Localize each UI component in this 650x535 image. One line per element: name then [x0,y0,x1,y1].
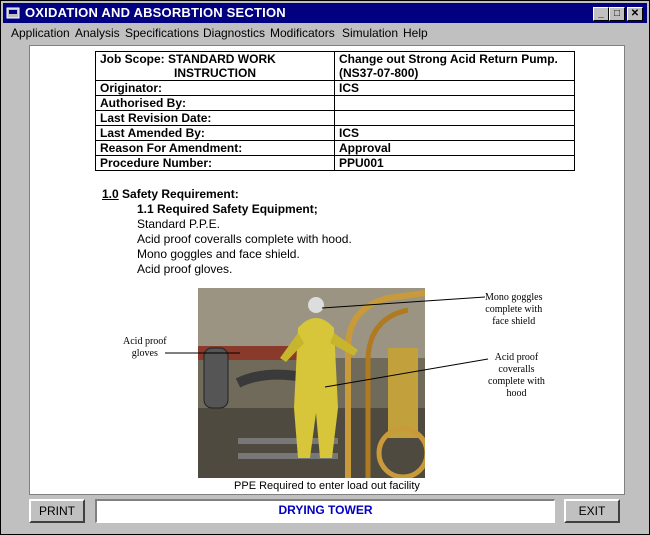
table-row: Procedure Number: PPU001 [96,156,575,171]
procedure-info-table [95,51,575,171]
table-row [96,52,575,81]
app-icon [6,6,20,20]
minimize-button[interactable] [593,7,609,21]
list-item: Acid proof coveralls complete with hood. [137,232,352,246]
table-row: Originator: ICS [96,81,575,96]
window-title: OXIDATION AND ABSORBTION SECTION [25,5,286,20]
menu-modificators[interactable]: Modificators [270,26,335,40]
menu-bar [3,24,647,43]
job-scope-label: Job Scope: STANDARD WORK INSTRUCTION [96,52,335,81]
menu-application[interactable]: Application [11,26,70,40]
menu-analysis[interactable]: Analysis [75,26,120,40]
table-row: Authorised By: [96,96,575,111]
list-item: Mono goggles and face shield. [137,247,300,261]
gloves-callout: Acid proof gloves [123,336,167,359]
table-row: Last Amended By: ICS [96,126,575,141]
close-icon: ✕ [630,8,640,19]
menu-diagnostics[interactable]: Diagnostics [203,26,266,40]
close-button[interactable] [627,7,643,21]
status-display: DRYING TOWER [95,499,555,523]
table-row: Last Revision Date: [96,111,575,126]
maximize-icon: □ [613,8,621,19]
section-heading: 1.0 Safety Requirement: [102,187,239,201]
table-row: Reason For Amendment: Approval [96,141,575,156]
menu-specifications[interactable]: Specifications [125,26,200,40]
job-scope-value: Change out Strong Acid Return Pump. (NS37-07-800) [335,52,575,81]
exit-button[interactable]: EXIT [564,499,620,523]
coveralls-callout: Acid proof coveralls complete with hood [488,352,545,399]
ppe-photo [198,288,425,478]
print-button[interactable]: PRINT [29,499,85,523]
goggles-callout: Mono goggles complete with face shield [485,292,543,327]
title-bar [3,3,647,23]
list-item: Acid proof gloves. [137,262,233,276]
maximize-button[interactable] [609,7,625,21]
menu-help[interactable]: Help [403,26,428,40]
menu-simulation[interactable]: Simulation [342,26,399,40]
subsection-heading: 1.1 Required Safety Equipment; [137,202,318,216]
document-view[interactable] [29,45,625,495]
list-item: Standard P.P.E. [137,217,220,231]
minimize-icon: _ [598,8,604,19]
figure-caption: PPE Required to enter load out facility [234,480,420,492]
